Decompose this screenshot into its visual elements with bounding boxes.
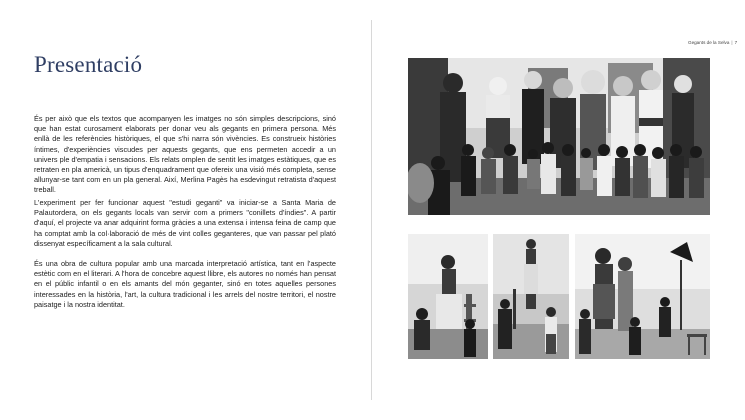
left-page [0,0,372,420]
page-title: Presentació [34,52,143,77]
behind-scenes-illustration-3 [575,234,710,359]
page-number: 7 [734,40,738,45]
behind-scenes-photo-1 [408,234,488,359]
giants-group-illustration [408,58,710,215]
running-header-separator: | [731,40,733,45]
running-header-section: Gegants de la Selva [688,40,730,45]
body-paragraph-3: És una obra de cultura popular amb una marcada interpretació artística, tant en l'aspecte estètic com en el literari. A l'hora de concebre aquest llibre, els autores no només han pensat en el públic infantil o en els amants del món geganter, sinó en totes aquelles persones interessades en la història, l'art, la cultura tradicional i les arrels del nostre territori, el nostre paisatge i la nostra identitat. [34,259,336,309]
behind-scenes-illustration-1 [408,234,488,359]
behind-scenes-photo-2 [493,234,569,359]
body-paragraph-1: És per això que els textos que acompanyen les imatges no són simples descripcions, sinó que han estat curosament elaborats per donar veu als gegants en primera persona. Més enllà de les referències històriques, el que s'hi narra són vivències. Es construeix històries íntimes, d'experiències viscudes per aquests gegants, que ens permeten accedir a un univers ple d'empatia i sensacions. Els relats omplen de sentit les imatges estàtiques, que es retraten en pla americà, un tipus d'enquadrament que ofereix una visió més completa, sense allunyar-se tant com en un pla general. Així, Merlina Pagès ha esdevingut retratista d'aquest treball. [34,114,336,195]
behind-scenes-photo-3 [575,234,710,359]
behind-scenes-illustration-2 [493,234,569,359]
page-gutter [371,20,372,400]
body-paragraph-2: L'experiment per fer funcionar aquest "estudi geganti" va iniciar-se a Santa Maria de Palautordera, on els gegants locals van servir com a primers "conillets d'índies". A partir d'aquí, el projecte va anar adquirint forma gràcies a una extensa i intensa feina de camp que ha comptat amb la col·laboració de més de vint colles geganteres, que van passar pel plató dissenyat específicament a la sala cultural. [34,198,336,248]
giants-group-photo [408,58,710,215]
running-header [688,40,737,45]
